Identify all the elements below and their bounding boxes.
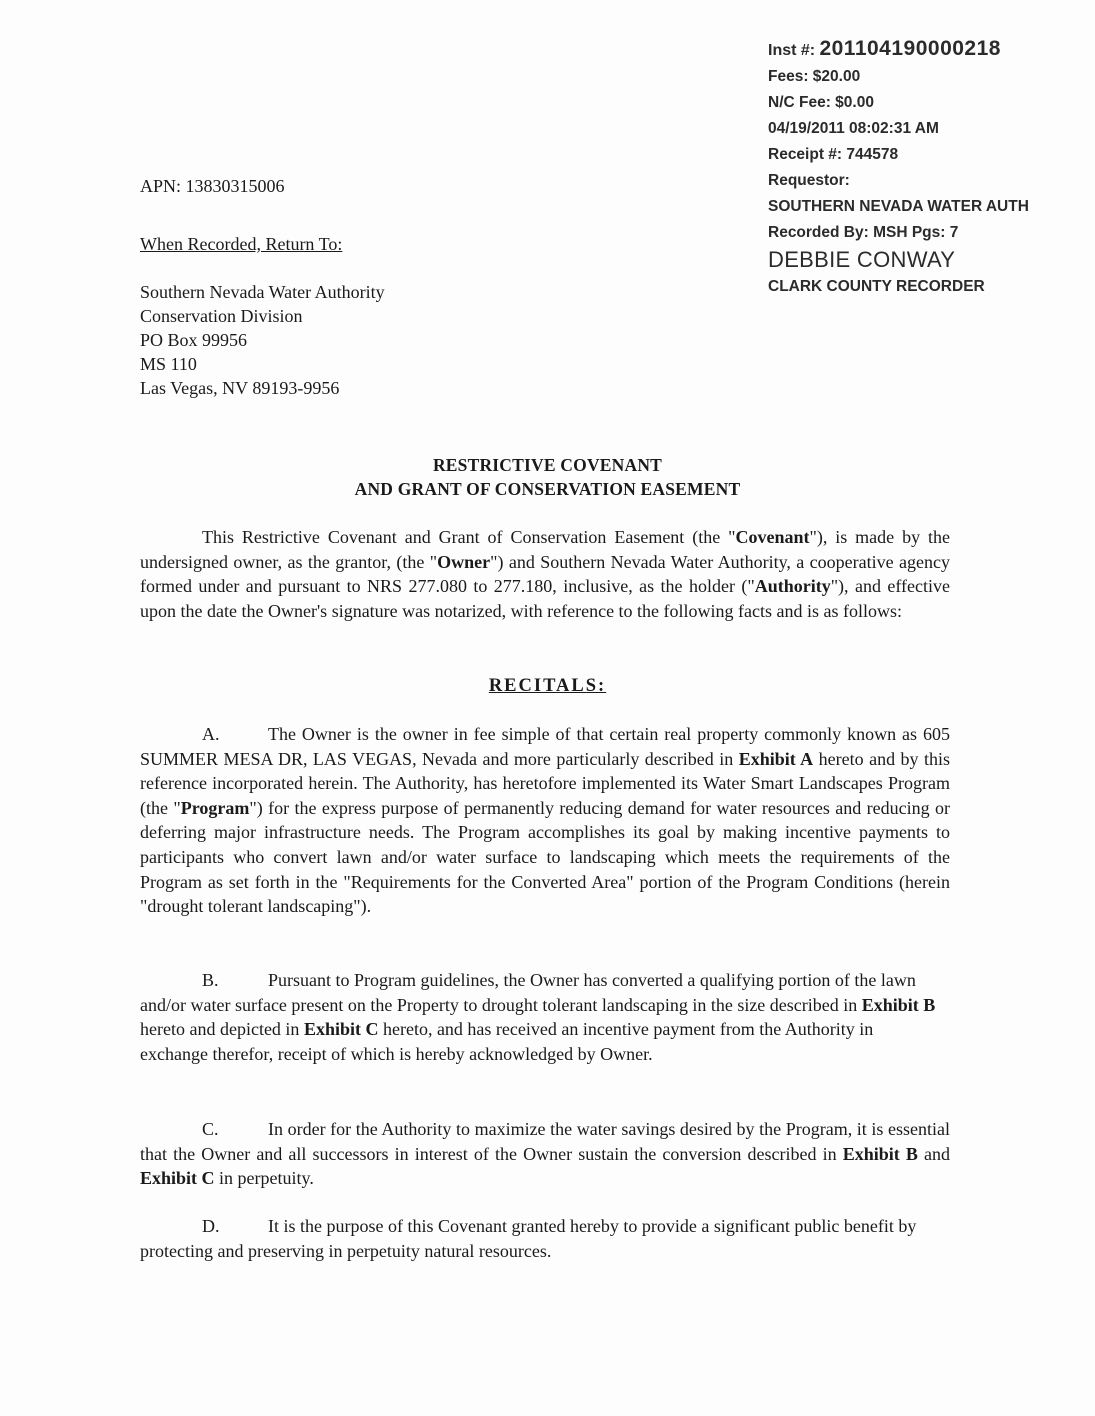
recital-letter: D. [202,1216,220,1236]
intro-text: "), is made by the undersigned owner, as the grantor, (the " [140,527,950,572]
recital-text: The Owner is the owner in fee simple of that certain real property commonly known as 605 SUMMER MESA DR, LAS VEGAS, Nevada and more particularly described in [140,724,950,769]
fees: Fees: $20.00 [768,68,861,85]
recital-text: In order for the Authority to maximize the water savings desired by the Program, it is essential that the Owner and all successors in interest of the Owner sustain the conversion described in [140,1119,950,1164]
instrument-number: 201104190000218 [819,37,1001,60]
recital-text: hereto and by this reference incorporated herein. The Authority, has heretofore implemented its Water Smart Landscapes Program (the " [140,748,951,818]
receipt-number: Receipt #: 744578 [768,146,899,163]
recital-c [140,1117,950,1191]
intro-text: This Restrictive Covenant and Grant of Conservation Easement (the " [202,527,736,547]
recital-text: It is the purpose of this Covenant granted hereby to provide a significant public benefit by protecting and preserving in perpetuity natural resources. [140,1216,917,1261]
exhibit-reference: Exhibit B [861,994,936,1015]
exhibit-reference: Exhibit B [842,1143,918,1164]
return-address-line: MS 110 [140,354,197,374]
recital-letter: A. [202,724,220,744]
recital-text: in perpetuity. [214,1168,314,1189]
return-address-line: Conservation Division [140,306,303,326]
exhibit-reference: Exhibit C [140,1168,215,1189]
recording-stamp [768,36,1088,300]
title-line-1: RESTRICTIVE COVENANT [432,455,663,475]
recital-text: hereto, and has received an incentive payment from the Authority in exchange therefor, receipt of which is hereby acknowledged by Owner. [140,1019,874,1064]
recorder-office: CLARK COUNTY RECORDER [768,278,985,295]
defined-term-owner: Owner [437,551,491,572]
recital-text: and [917,1143,950,1164]
recital-text: ") for the express purpose of permanently reducing demand for water resources and reducing or deferring major infrastructure needs. The Program accomplishes its goal by making incentive payments to participants who convert lawn and/or water surface to landscaping which meets the requirements of the Program as set forth in the "Requirements for the Converted Area" portion of the Program Conditions (herein "drought tolerant landscaping"). [140,797,950,917]
requestor-label: Requestor: [768,172,850,189]
return-address [140,280,385,400]
return-address-line: Las Vegas, NV 89193-9956 [140,378,340,398]
intro-text: ") and Southern Nevada Water Authority, a cooperative agency formed under and pursuant to NRS 277.080 to 277.180, inclusive, as the holder (" [140,551,950,597]
recital-letter: C. [202,1119,219,1139]
recording-datetime: 04/19/2011 08:02:31 AM [768,120,939,137]
document-title [0,453,1095,501]
exhibit-reference: Exhibit C [303,1019,379,1040]
recital-a [140,722,950,919]
return-address-line: Southern Nevada Water Authority [140,282,385,302]
recital-b [140,968,940,1066]
recital-letter: B. [202,970,219,990]
nc-fee: N/C Fee: $0.00 [768,94,874,111]
recitals-heading: RECITALS: [488,676,607,696]
return-address-line: PO Box 99956 [140,330,248,350]
apn-number: APN: 13830315006 [140,176,285,196]
defined-term-authority: Authority [754,576,831,597]
recital-text: hereto and depicted in [140,1019,304,1040]
exhibit-reference: Exhibit A [738,748,814,769]
recorder-name: DEBBIE CONWAY [768,247,956,272]
defined-term-program: Program [180,797,250,818]
recital-d [140,1214,950,1263]
defined-term-covenant: Covenant [735,527,810,547]
instrument-number-line [768,36,1088,64]
recorded-by: Recorded By: MSH Pgs: 7 [768,224,959,241]
recital-text: Pursuant to Program guidelines, the Owner has converted a qualifying portion of the lawn and/or water surface present on the Property to drought tolerant landscaping in the size described in [140,970,916,1015]
intro-paragraph [140,525,950,623]
title-line-2: AND GRANT OF CONSERVATION EASEMENT [354,479,741,499]
instrument-number-label: Inst #: [768,42,816,59]
return-to-label: When Recorded, Return To: [140,234,343,254]
intro-text: "), and effective upon the date the Owner's signature was notarized, with reference to the following facts and is as follows: [140,576,950,621]
requestor-name: SOUTHERN NEVADA WATER AUTH [768,198,1029,215]
